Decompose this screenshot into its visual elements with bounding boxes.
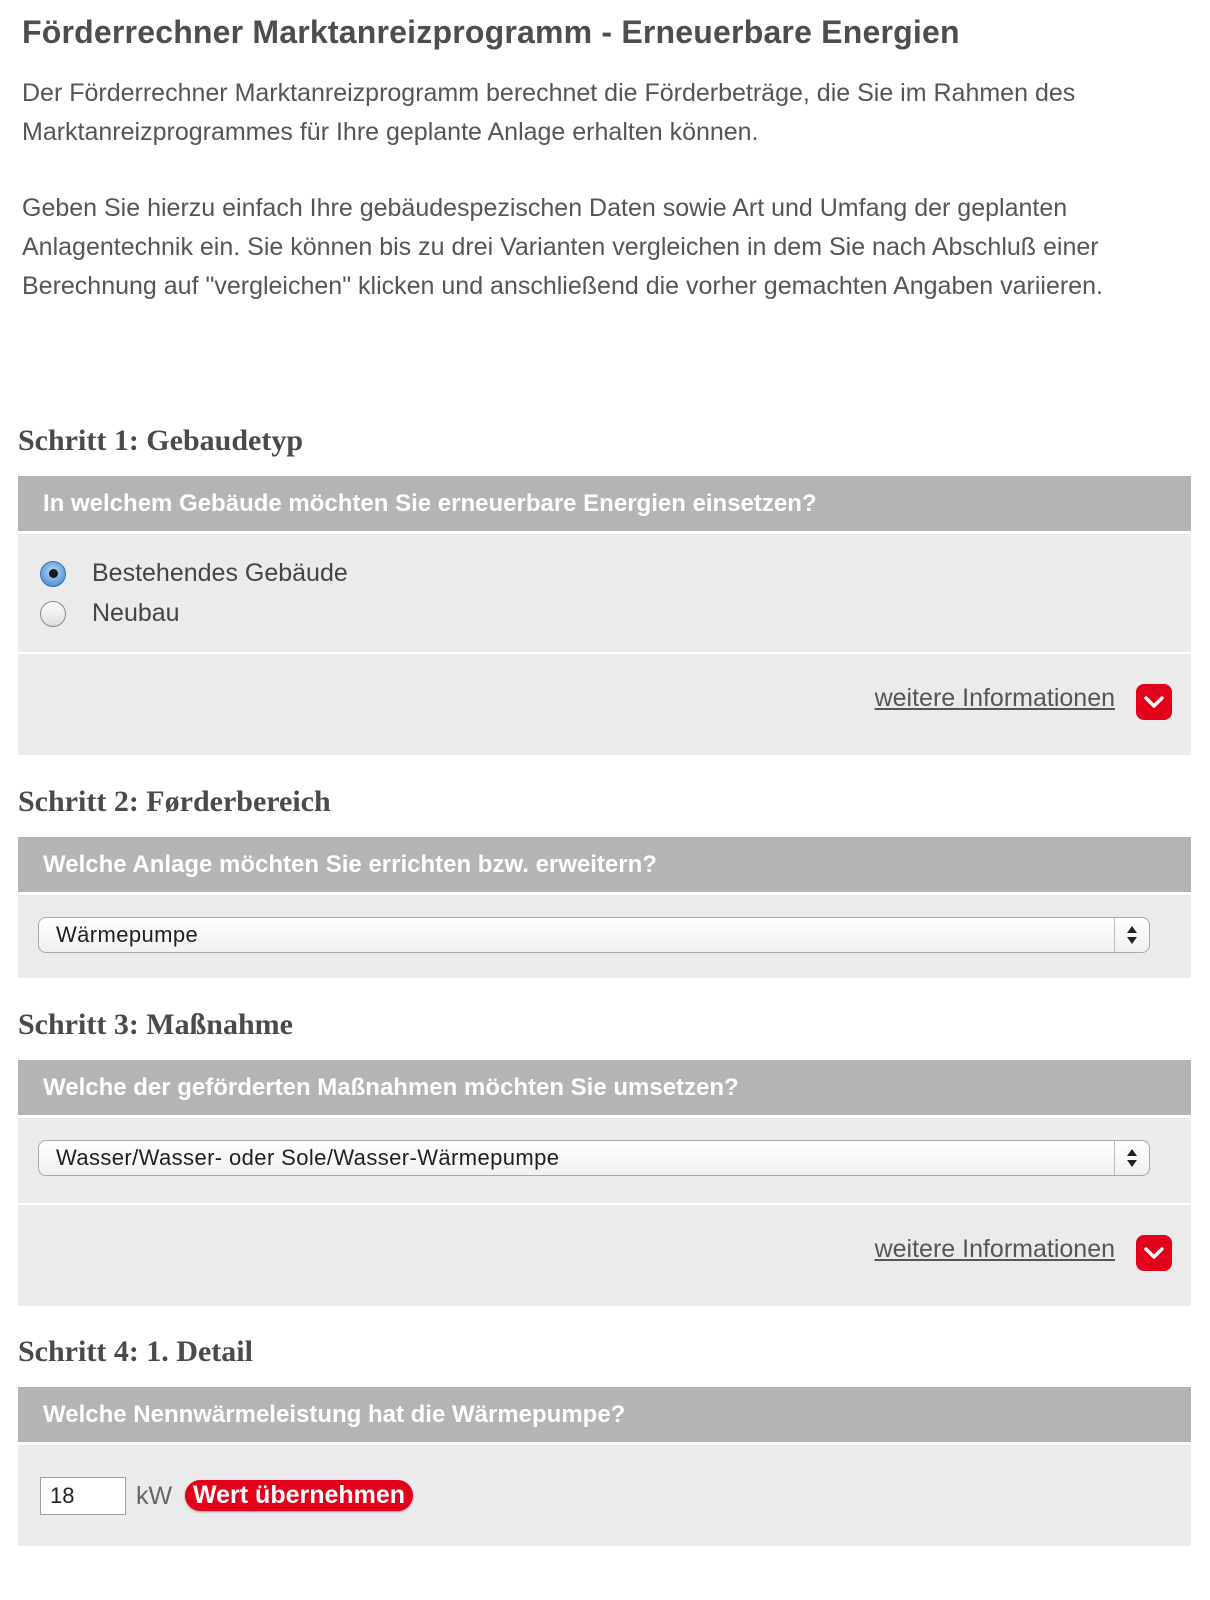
more-info-link[interactable]: weitere Informationen xyxy=(874,1235,1115,1263)
step1-info-block xyxy=(18,654,1191,755)
radio-button[interactable] xyxy=(40,601,66,627)
radio-bestehendes-gebaeude[interactable] xyxy=(40,559,348,588)
radio-label: Neubau xyxy=(92,599,180,627)
step2-question: Welche Anlage möchten Sie errichten bzw. erweitern? xyxy=(18,837,1191,892)
step4-question: Welche Nennwärmeleistung hat die Wärmepumpe? xyxy=(18,1387,1191,1442)
step4-panel xyxy=(18,1387,1191,1546)
step3-question: Welche der geförderten Maßnahmen möchten Sie umsetzen? xyxy=(18,1060,1191,1115)
step4-input-block xyxy=(18,1445,1191,1546)
step4-heading: Schritt 4: 1. Detail xyxy=(18,1335,253,1368)
step1-panel xyxy=(18,476,1191,755)
unit-label: kW xyxy=(136,1482,173,1510)
radio-button-checked[interactable] xyxy=(40,561,66,587)
step3-panel xyxy=(18,1060,1191,1306)
select-value: Wärmepumpe xyxy=(56,922,199,947)
radio-neubau[interactable] xyxy=(40,599,180,628)
select-value: Wasser/Wasser- oder Sole/Wasser-Wärmepumpe xyxy=(56,1145,560,1170)
chevron-down-icon[interactable] xyxy=(1136,1235,1172,1271)
more-info-link[interactable]: weitere Informationen xyxy=(874,684,1115,712)
instructions-paragraph: Geben Sie hierzu einfach Ihre gebäudespezischen Daten sowie Art und Umfang der geplanten Anlagentechnik ein. Sie können bis zu drei Varianten vergleichen in dem Sie nach Abschluß einer Berechnung auf "vergleichen" klicken und anschließend die vorher gemachten Angaben variieren. xyxy=(22,194,1103,300)
step3-info-block xyxy=(18,1205,1191,1306)
apply-value-button[interactable]: Wert übernehmen xyxy=(185,1480,413,1511)
radio-label: Bestehendes Gebäude xyxy=(92,559,348,587)
select-arrows-icon xyxy=(1114,918,1149,952)
step3-select-block xyxy=(18,1118,1191,1203)
step2-select-block xyxy=(18,895,1191,978)
step2-panel xyxy=(18,837,1191,978)
step3-heading: Schritt 3: Maßnahme xyxy=(18,1008,293,1041)
step1-options xyxy=(18,534,1191,652)
heat-output-input[interactable] xyxy=(40,1477,126,1515)
step2-heading: Schritt 2: Førderbereich xyxy=(18,785,331,818)
chevron-down-icon[interactable] xyxy=(1136,684,1172,720)
step1-question: In welchem Gebäude möchten Sie erneuerbare Energien einsetzen? xyxy=(18,476,1191,531)
select-arrows-icon xyxy=(1114,1141,1149,1175)
massnahme-select[interactable] xyxy=(38,1140,1150,1176)
intro-paragraph: Der Förderrechner Marktanreizprogramm berechnet die Förderbeträge, die Sie im Rahmen des Marktanreizprogrammes für Ihre geplante Anlage erhalten können. xyxy=(22,79,1076,146)
anlage-select[interactable] xyxy=(38,917,1150,953)
step1-heading: Schritt 1: Gebaudetyp xyxy=(18,424,303,457)
page-title: Förderrechner Marktanreizprogramm - Erneuerbare Energien xyxy=(22,14,960,50)
